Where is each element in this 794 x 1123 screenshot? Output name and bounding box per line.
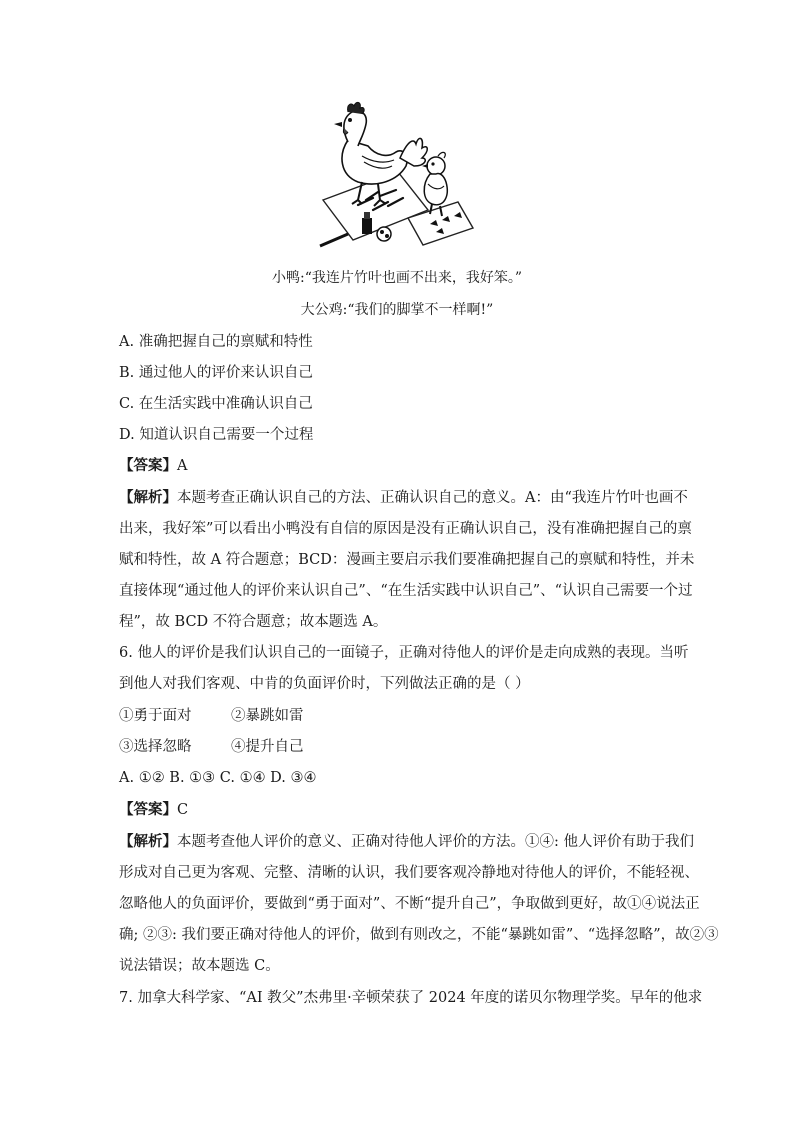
q6-item-3: ③选择忽略 [119,739,192,755]
q5-answer [119,456,679,476]
q6-analysis-line-3: 忽略他人的负面评价，要做到“勇于面对”、不断“提升自己”，争取做到更好，故①④说法正 [119,896,700,912]
answer-value: C [177,802,189,818]
q5-analysis-line-3: 赋和特性，故 A 符合题意；BCD：漫画主要启示我们要准确把握自己的禀赋和特性，并未 [119,552,695,568]
answer-tag: 【答案】 [119,801,177,818]
rooster-duck-illustration [318,100,478,252]
analysis-tag: 【解析】 [119,489,177,506]
q6-choices: A. ①② B. ①③ C. ①④ D. ③④ [119,770,317,786]
q6-analysis-line-4: 确; ②③: 我们要正确对待他人的评价，做到有则改之，不能“暴跳如雷”、“选择忽略”，故②③ [119,927,719,943]
analysis-text: 本题考查正确认识自己的方法、正确认识自己的意义。A：由“我连片竹叶也画不 [177,490,688,506]
caption-rooster: 大公鸡:“我们的脚掌不一样啊!” [300,302,494,318]
analysis-text: 本题考查他人评价的意义、正确对待他人评价的方法。①④: 他人评价有助于我们 [177,834,694,850]
q5-option-a: A. 准确把握自己的禀赋和特性 [119,334,313,350]
q5-analysis-line-1 [119,488,688,508]
q6-item-4: ④提升自己 [231,739,304,755]
q6-answer [119,800,679,820]
q6-item-1: ①勇于面对 [119,708,192,724]
q7-stem-line-1: 7. 加拿大科学家、“AI 教父”杰弗里·辛顿荣获了 2024 年度的诺贝尔物理学奖。早年的他求 [119,990,703,1006]
answer-value: A [177,458,188,474]
q6-stem-line-1: 6. 他人的评价是我们认识自己的一面镜子，正确对待他人的评价是走向成熟的表现。当听 [119,645,689,661]
q5-option-b: B. 通过他人的评价来认识自己 [119,365,313,381]
q5-analysis-line-4: 直接体现“通过他人的评价来认识自己”、“在生活实践中认识自己”、“认识自己需要一个过 [119,583,693,599]
q6-stem-line-2: 到他人对我们客观、中肯的负面评价时，下列做法正确的是（ ） [119,676,530,692]
q6-analysis-line-2: 形成对自己更为客观、完整、清晰的认识，我们要客观冷静地对待他人的评价，不能轻视、 [119,865,699,881]
q6-item-2: ②暴跳如雷 [231,708,304,724]
q5-analysis-line-2: 出来，我好笨”可以看出小鸭没有自信的原因是没有正确认识自己，没有准确把握自己的禀 [119,521,692,537]
q5-option-c: C. 在生活实践中准确认识自己 [119,396,313,412]
q6-analysis-line-5: 说法错误；故本题选 C。 [119,958,280,974]
caption-duck: 小鸭:“我连片竹叶也画不出来，我好笨。” [271,270,523,286]
answer-tag: 【答案】 [119,457,177,474]
q6-items-row-1 [119,706,679,726]
q5-option-d: D. 知道认识自己需要一个过程 [119,427,314,443]
q6-analysis-line-1 [119,832,694,852]
analysis-tag: 【解析】 [119,833,177,850]
q6-items-row-2 [119,737,679,757]
q5-analysis-line-5: 程”，故 BCD 不符合题意；故本题选 A。 [119,614,388,630]
